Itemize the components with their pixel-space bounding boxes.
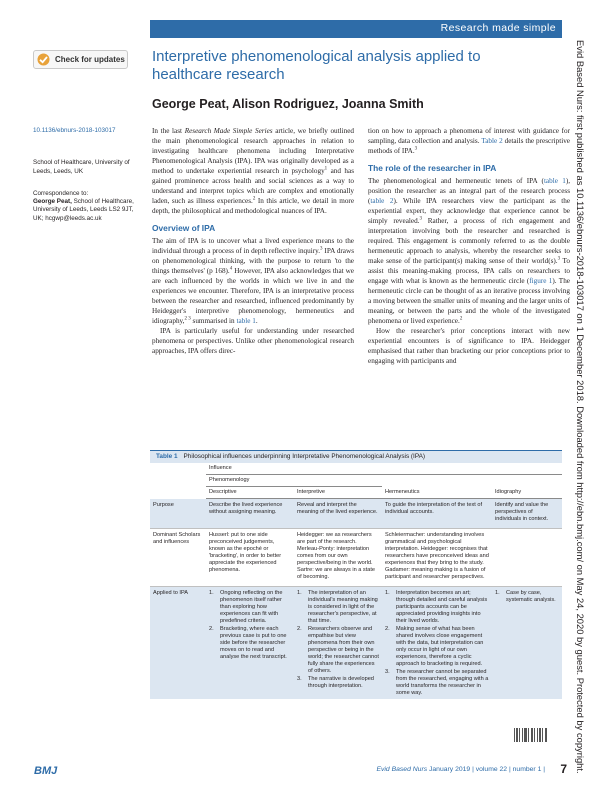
article-sidebar bbox=[33, 127, 143, 223]
column-header: Interpretive bbox=[294, 487, 382, 499]
series-banner bbox=[150, 20, 562, 38]
list-item: 1. Case by case, systematic analysis. bbox=[495, 590, 556, 603]
row-label: Dominant Scholars and influences bbox=[150, 529, 206, 587]
table-row bbox=[150, 499, 562, 529]
table-cell: Reveal and interpret the meaning of the lived experience. bbox=[294, 499, 382, 529]
check-for-updates-button[interactable] bbox=[33, 50, 128, 69]
page-number: 7 bbox=[560, 762, 567, 776]
table-cell: Describe the lived experience without assigning meaning. bbox=[206, 499, 294, 529]
overview-paragraph: The aim of IPA is to uncover what a lived experience means to the individual through a process of in depth reflective inquiry.$^3$ IPA draws on phenomenological thinking, with the purpose to return 'to the things themselves' (p 168).$^4$ However, IPA also acknowledges that we are each influenced by the worlds in which we live in and the experiences we encounter. Therefore, IPA is an interpretative process between the researcher and researched, influenced predominantly by Heidegger's interpretive phenomenology, hermeneutics and idiography,$^{2 3}$ summarised in table 1. bbox=[152, 237, 354, 325]
list-item: 2. Researchers observe and empathise but view phenomena from their own perspective or being in the world; the researcher cannot fully share the experiences of others. bbox=[297, 626, 379, 674]
correspondence-name: George Peat, bbox=[33, 198, 72, 206]
title-line-2: healthcare research bbox=[152, 66, 285, 83]
side-copyright-note bbox=[572, 40, 586, 774]
table-1-link[interactable]: table 1 bbox=[236, 317, 256, 325]
side-note-text: Evid Based Nurs: first published as 10.1136/ebnurs-2018-103017 on 1 December 2018. Downloaded from http://ebn.bmj.com/ on May 24, 2020 by guest. Protected by copyright. bbox=[575, 40, 586, 774]
authors: George Peat, Alison Rodriguez, Joanna Smith bbox=[152, 97, 424, 111]
table-title: Philosophical influences underpinning Interpretative Phenomenological Analysis (IPA) bbox=[183, 453, 425, 460]
correspondence bbox=[33, 190, 143, 223]
table-2-link[interactable]: table 2 bbox=[370, 197, 394, 205]
list-item: 1. The interpretation of an individual's meaning making is considered in light of the researcher's perspective, at that time. bbox=[297, 590, 378, 624]
table-cell: Identify and value the perspectives of individuals in context. bbox=[492, 499, 562, 529]
list-item: 2. Making sense of what has been shared involves close engagement with the data, but interpretation can only occur in light of our own experiences, therefore a cyclic approach to bracketing is required. bbox=[385, 626, 484, 667]
table-1-link[interactable]: table 1 bbox=[543, 177, 566, 185]
usefulness-paragraph: IPA is particularly useful for understanding under researched phenomena or perspectives. Unlike other phenomenological research approaches, IPA offers direc- bbox=[152, 327, 354, 355]
table-caption bbox=[150, 451, 562, 463]
table-row bbox=[150, 529, 562, 587]
correspondence-label: Correspondence to: bbox=[33, 189, 89, 197]
continuation-paragraph: tion on how to approach a phenomena of interest with guidance for sampling, data collection and analysis. Table 2 details the prescriptive methods of IPA.$^3$ bbox=[368, 127, 570, 155]
section-heading-overview: Overview of IPA bbox=[152, 223, 216, 233]
journal-citation: Evid Based Nurs January 2019 | volume 22 | number 1 | bbox=[376, 766, 545, 773]
idiography-list bbox=[495, 590, 559, 604]
row-label: Purpose bbox=[150, 499, 206, 529]
table-2-link[interactable]: Table 2 bbox=[481, 137, 503, 145]
hermeneutics-list bbox=[385, 590, 489, 697]
article-title bbox=[152, 48, 552, 84]
column-header: Idiography bbox=[492, 487, 562, 499]
table-row-applied bbox=[150, 587, 562, 700]
table-cell bbox=[492, 529, 562, 587]
list-item: 1. Interpretation becomes an art; through detailed and careful analysis participants accounts can be appreciated providing insights into their lived worlds. bbox=[385, 590, 488, 624]
interpretive-list bbox=[297, 590, 379, 690]
series-label: Research made simple bbox=[440, 22, 556, 34]
column-header: Descriptive bbox=[206, 487, 294, 499]
body-column-2 bbox=[368, 126, 570, 366]
page-footer bbox=[0, 755, 595, 785]
doi-link[interactable]: 10.1136/ebnurs-2018-103017 bbox=[33, 127, 116, 134]
table-cell: To guide the interpretation of the text of individual accounts. bbox=[382, 499, 492, 529]
list-item: 1. Ongoing reflecting on the phenomenon itself rather than exploring how experiences can fit with predefined criteria. bbox=[209, 590, 283, 624]
column-header: Hermeneutics bbox=[382, 487, 492, 499]
prior-conceptions-paragraph: How the researcher's prior conceptions interact with new experiential encounters is of significance to IPA. Heidegger emphasised that rather than bracketing our prior conceptions prior to engaging with participants and bbox=[368, 327, 570, 365]
list-item: 3. The researcher cannot be separated from the researched, engaging with a world transforms the researcher in some way. bbox=[385, 669, 489, 696]
title-line-1: Interpretive phenomenological analysis applied to bbox=[152, 48, 481, 65]
header-phenomenology: Phenomenology bbox=[206, 475, 382, 487]
table-cell: Heidegger: we as researchers are part of the research. Merleau-Ponty: interpretation comes from our own perspective/being in the world. Sartre: we are always in a state of becoming. bbox=[294, 529, 382, 587]
table-cell: Schleiermacher: understanding involves grammatical and psychological interpretation. Heidegger: recognises that researchers have preconceived ideas and experiences that they bring to the study. Gadamer: meaning making is a fusion of participant and researcher perspectives. bbox=[382, 529, 492, 587]
check-updates-label: Check for updates bbox=[55, 55, 125, 64]
influences-table bbox=[150, 463, 562, 699]
role-paragraph: The phenomenological and hermeneutic tenets of IPA (table 1), position the researcher as an integral part of the research process (table 2). While IPA researchers view the participant as the experiential expert, they acknowledge that experience cannot be simply revealed.$^3$ Rather, a process of rich engagement and interpretation involving both the researcher and researched is required. This engagement is commonly referred to as the double hermeneutic approach to analysis, whereby the researcher seeks to make sense of the participant(s) making sense of their world(s).$^3$ To assist this meaning-making process, IPA calls on researchers to engage with what is known as the hermeneutic circle (figure 1). The hermeneutic circle can be thought of as an iterative process involving a moving between the smaller units of meaning and the larger units of meaning, or between the parts and the whole of the investigated phenomena or lived experience.$^2$ bbox=[368, 177, 571, 325]
table-1 bbox=[150, 450, 562, 699]
table-number: Table 1 bbox=[156, 453, 178, 460]
intro-paragraph: In the last Research Made Simple Series article, we briefly outlined the main phenomenological research approaches in relation to investigating healthcare phenomena including Interpretative Phenomenological Analysis (IPA). IPA was originally developed as a method to undertake experiential research in psychology$^1$ and has gained prominence across health and social sciences as a way to understand and interpret topics which are complex and emotionally laden, such as illness experiences.$^2$ In this article, we detail in more depth, the philosophical and methodological nuances of IPA. bbox=[152, 127, 355, 215]
bmj-logo: BMJ bbox=[34, 765, 58, 777]
affiliation: School of Healthcare, University of Leeds, Leeds, UK bbox=[33, 159, 130, 175]
row-label: Applied to IPA bbox=[153, 590, 189, 596]
body-column-1 bbox=[152, 126, 354, 356]
check-updates-icon bbox=[37, 53, 50, 66]
table-cell: Husserl: put to one side preconceived judgements, known as the epoché or 'bracketing', in order to better appreciate the experienced phenomena. bbox=[206, 529, 294, 587]
list-item: 3. The narrative is developed through interpretation. bbox=[297, 676, 374, 689]
correspondence-details: School of Healthcare, University of Leeds, Leeds LS2 9JT, UK; hcgwp@leeds.ac.uk bbox=[33, 198, 134, 222]
figure-1-link[interactable]: figure 1 bbox=[529, 277, 553, 285]
qr-code-icon bbox=[513, 726, 549, 744]
list-item: 2. Bracketing, where each previous case is put to one side before the researcher moves on to read and analyse the next transcript. bbox=[209, 626, 287, 660]
section-heading-role: The role of the researcher in IPA bbox=[368, 163, 497, 173]
descriptive-list bbox=[209, 590, 291, 661]
header-influence: Influence bbox=[206, 463, 562, 475]
